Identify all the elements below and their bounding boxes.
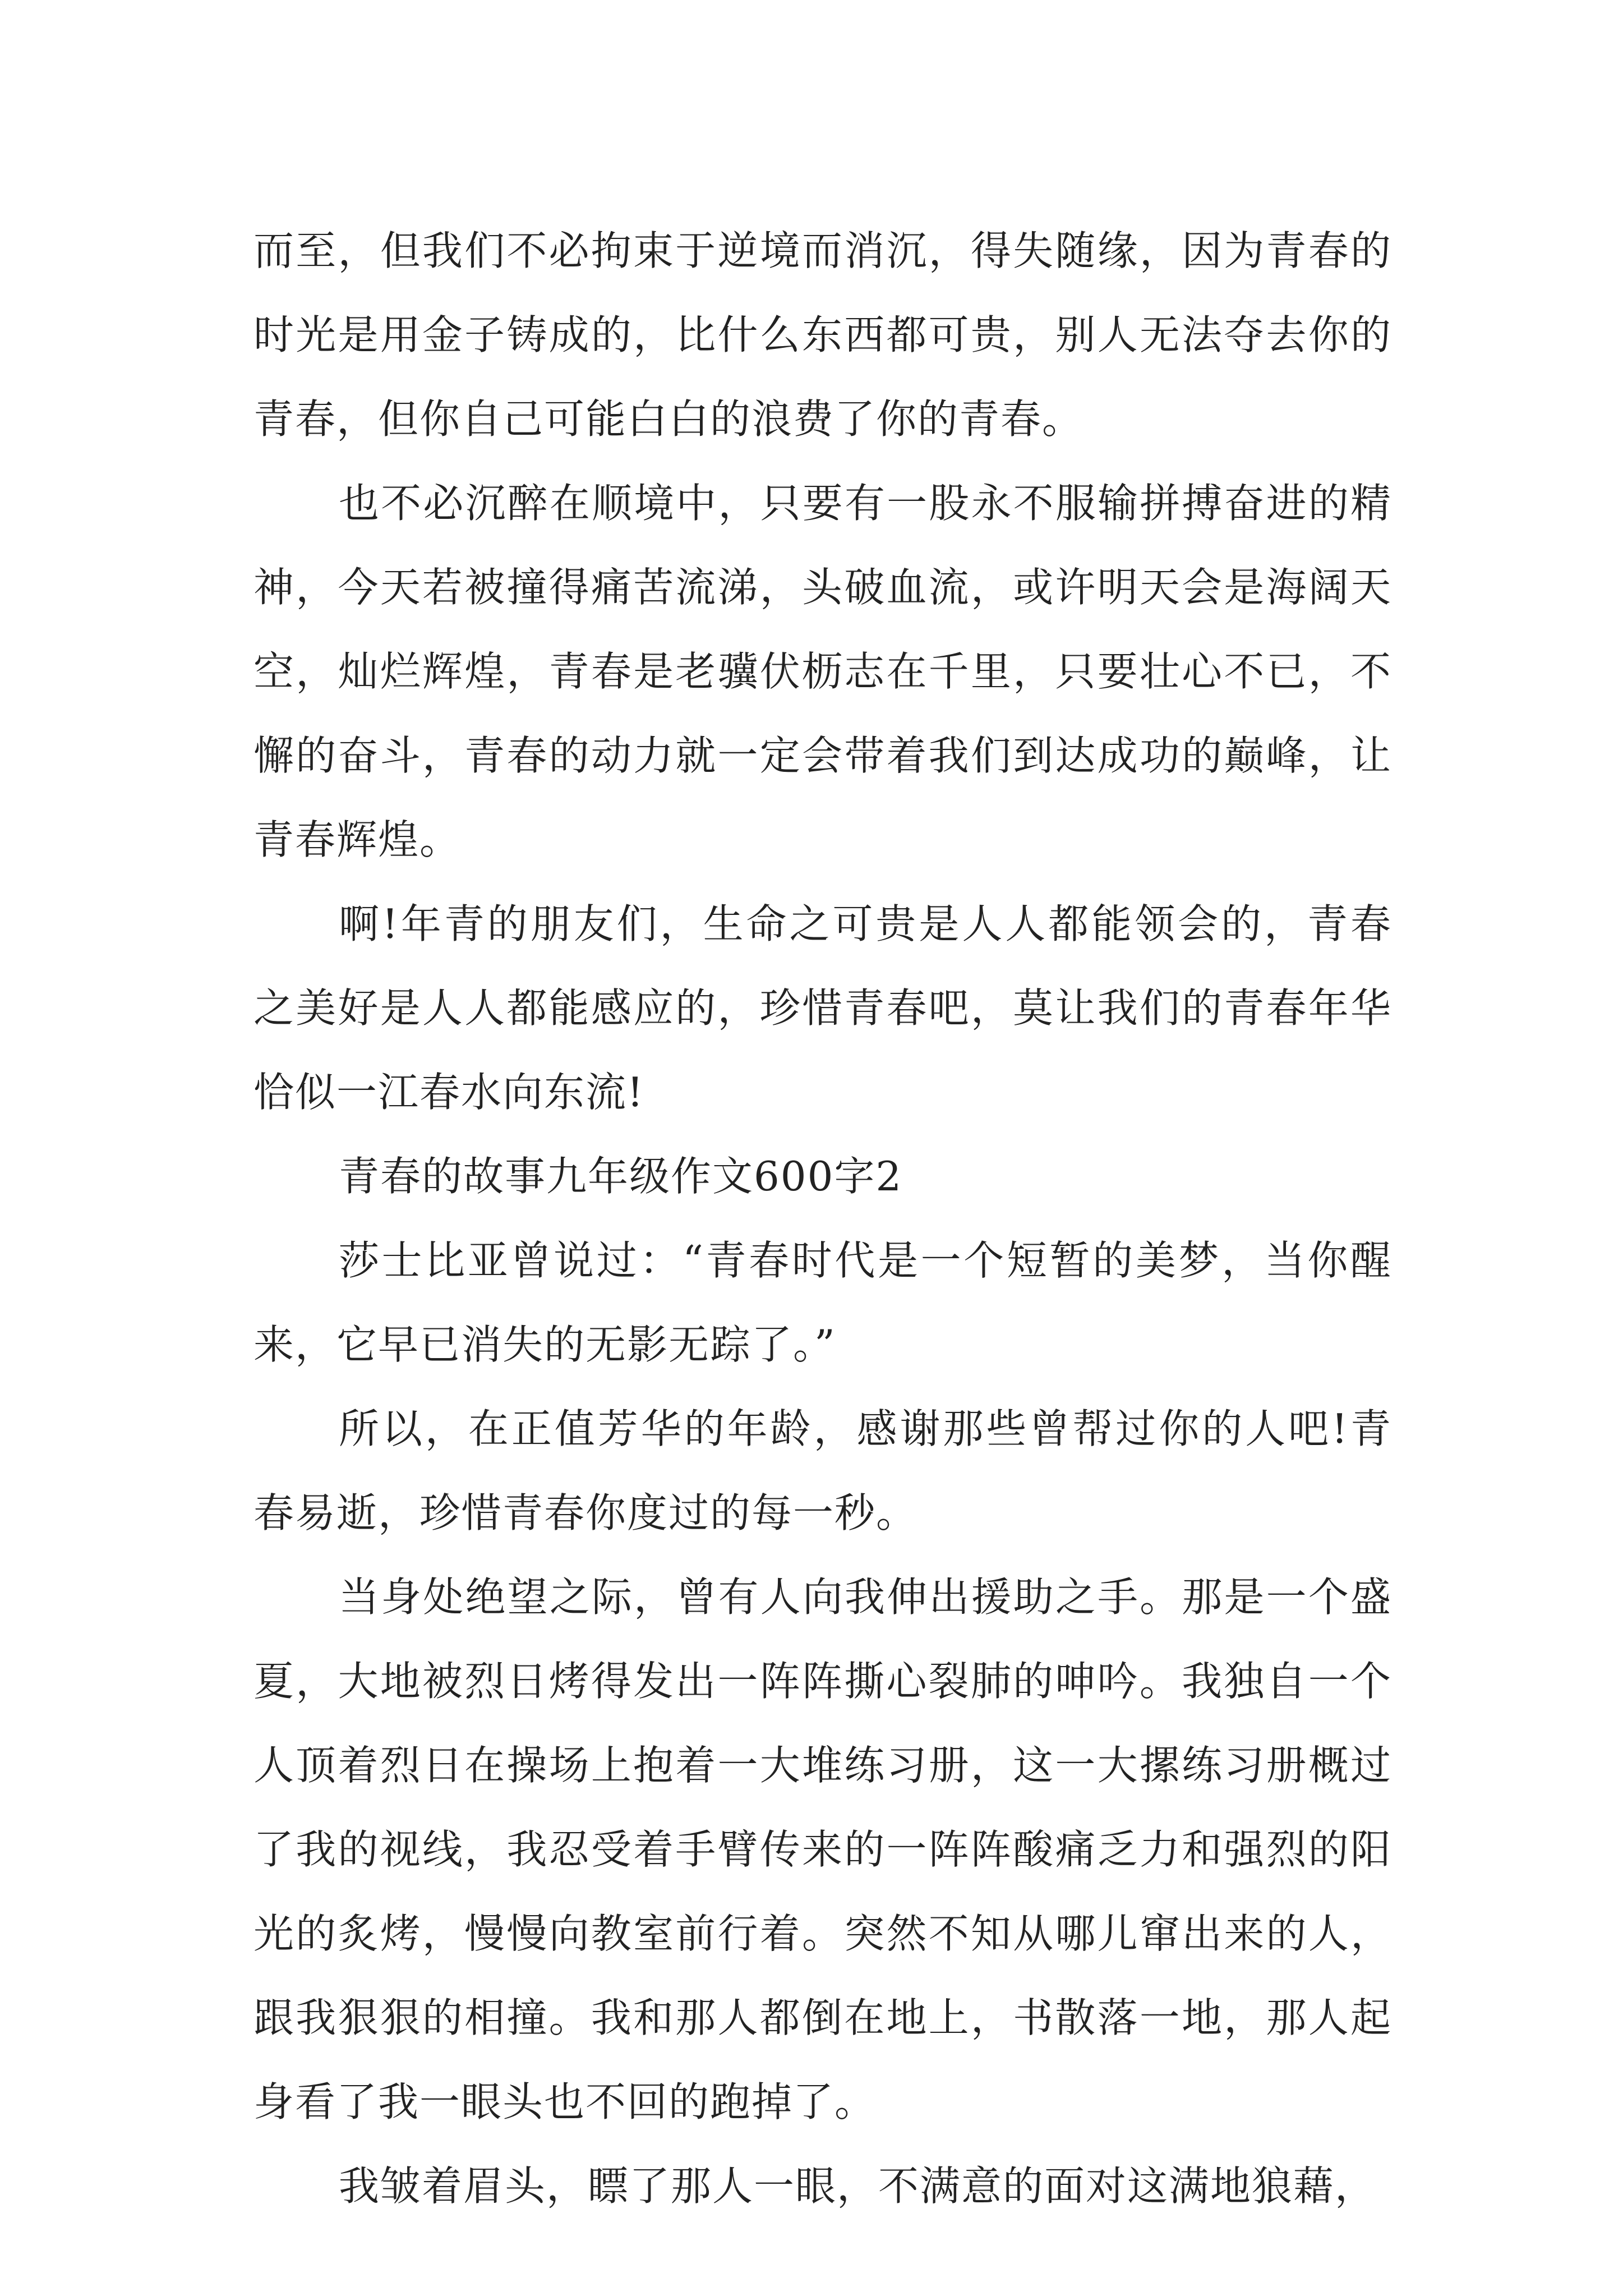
paragraph-gratitude: 所以，在正值芳华的年龄，感谢那些曾帮过你的人吧!青春易逝，珍惜青春你度过的每一秒。 bbox=[253, 1405, 1392, 1536]
paragraph-story-continued: 我皱着眉头，瞟了那人一眼，不满意的面对这满地狼藉， bbox=[339, 2162, 1377, 2210]
essay-body bbox=[253, 209, 1392, 2228]
paragraph-cherish-youth: 啊!年青的朋友们，生命之可贵是人人都能领会的，青春之美好是人人都能感应的，珍惜青春吧，莫让我们的青春年华恰似一江春水向东流! bbox=[253, 900, 1392, 1116]
section-heading: 青春的故事九年级作文600字2 bbox=[339, 1153, 903, 1200]
paragraph-story: 当身处绝望之际，曾有人向我伸出援助之手。那是一个盛夏，大地被烈日烤得发出一阵阵撕心裂肺的呻吟。我独自一个人顶着烈日在操场上抱着一大堆练习册，这一大摞练习册概过了我的视线，我忍受着手臂传来的一阵阵酸痛乏力和强烈的阳光的炙烤，慢慢向教室前行着。突然不知从哪儿窜出来的人，跟我狠狠的相撞。我和那人都倒在地上，书散落一地，那人起身看了我一眼头也不回的跑掉了。 bbox=[253, 1573, 1392, 2125]
paragraph-continuation: 而至，但我们不必拘束于逆境而消沉，得失随缘，因为青春的时光是用金子铸成的，比什么东西都可贵，别人无法夺去你的青春，但你自己可能白白的浪费了你的青春。 bbox=[253, 227, 1392, 443]
paragraph-shakespeare-quote: 莎士比亚曾说过：“青春时代是一个短暂的美梦，当你醒来，它早已消失的无影无踪了。” bbox=[253, 1237, 1392, 1368]
paragraph-perseverance: 也不必沉醉在顺境中，只要有一股永不服输拼搏奋进的精神，今天若被撞得痛苦流涕，头破血流，或许明天会是海阔天空，灿烂辉煌，青春是老骥伏枥志在千里，只要壮心不已，不懈的奋斗，青春的动力就一定会带着我们到达成功的巅峰，让青春辉煌。 bbox=[253, 480, 1392, 863]
